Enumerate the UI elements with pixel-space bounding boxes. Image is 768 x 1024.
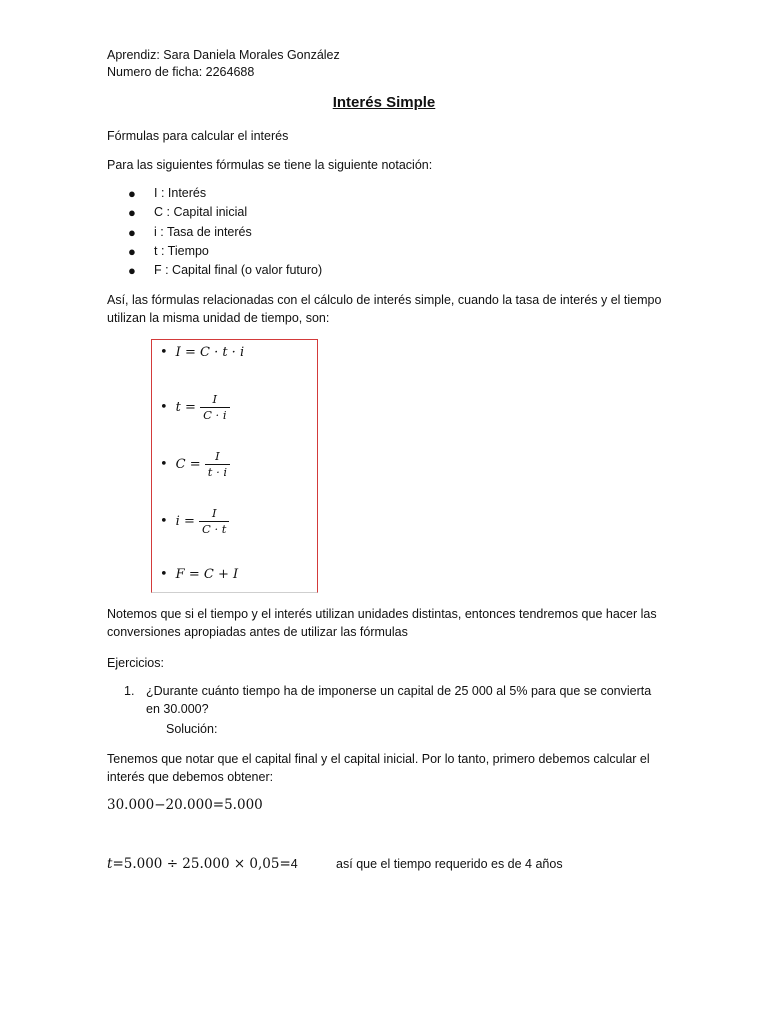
- list-item: ● F : Capital final (o valor futuro): [128, 263, 323, 279]
- exercises-heading: Ejercicios:: [107, 656, 164, 670]
- list-item: ● i : Tasa de interés: [128, 224, 252, 240]
- solution-label: Solución:: [166, 722, 218, 736]
- formula-image: [151, 339, 318, 593]
- list-item: ● I : Interés: [128, 186, 207, 201]
- solution-text: Tenemos que notar que el capital final y el capital inicial. Por lo tanto, primero debemos calcular el interés que debemos obtener:: [107, 752, 650, 784]
- formulas-heading: Fórmulas para calcular el interés: [107, 129, 289, 143]
- bullet-icon: •: [160, 400, 168, 415]
- formulas-intro: Así, las fórmulas relacionadas con el cálculo de interés simple, cuando la tasa de interés y el tiempo utilizan la misma unidad de tiempo, son:: [107, 293, 662, 325]
- bullet-icon: ●: [128, 205, 136, 221]
- list-item: ● t : Tiempo: [128, 243, 209, 259]
- exercise-number: 1.: [124, 684, 135, 698]
- units-note: Notemos que si el tiempo y el interés utilizan unidades distintas, entonces tendremos que hacer las conversiones apropiadas antes de utilizar las fórmulas: [107, 607, 657, 639]
- bullet-icon: ●: [128, 186, 136, 201]
- bullet-icon: •: [160, 457, 168, 472]
- calc-time-note: así que el tiempo requerido es de 4 años: [336, 857, 563, 871]
- bullet-icon: •: [160, 567, 168, 582]
- formula-rate: • i = $\frac{I}{C \cdot t}$: [160, 506, 229, 537]
- list-item: ● C : Capital inicial: [128, 205, 248, 221]
- ficha-line: Numero de ficha: 2264688: [107, 65, 255, 79]
- bullet-icon: •: [160, 345, 168, 360]
- author-line: Aprendiz: Sara Daniela Morales González: [107, 48, 340, 62]
- bullet-icon: •: [160, 514, 168, 529]
- calc-time: t=5.000 ÷ 25.000 × 0,05=4 así que el tiempo requerido es de 4 años: [107, 856, 563, 872]
- formula-capital: • C = $\frac{I}{t \cdot i}$: [160, 449, 230, 480]
- calc-interest: 30.000−20.000=5.000: [107, 797, 263, 813]
- page-title: Interés Simple: [332, 94, 436, 111]
- formula-final-capital: • F = C + I: [160, 567, 239, 582]
- formula-interest: • I = C · t · i: [160, 345, 245, 360]
- fraction: $\frac{I}{t \cdot i}$: [205, 449, 230, 480]
- fraction: $\frac{I}{C \cdot t}$: [199, 506, 229, 537]
- bullet-icon: ●: [128, 224, 136, 240]
- notation-intro: Para las siguientes fórmulas se tiene la siguiente notación:: [107, 158, 433, 172]
- bullet-icon: ●: [128, 243, 136, 259]
- formula-time: • t = $\frac{I}{C \cdot i}$: [160, 392, 230, 423]
- exercise-question: ¿Durante cuánto tiempo ha de imponerse un capital de 25 000 al 5% para que se convierta en 30.000?: [146, 684, 652, 716]
- notation-list: [128, 184, 322, 280]
- fraction: $\frac{I}{C \cdot i}$: [200, 392, 229, 423]
- bullet-icon: ●: [128, 263, 136, 279]
